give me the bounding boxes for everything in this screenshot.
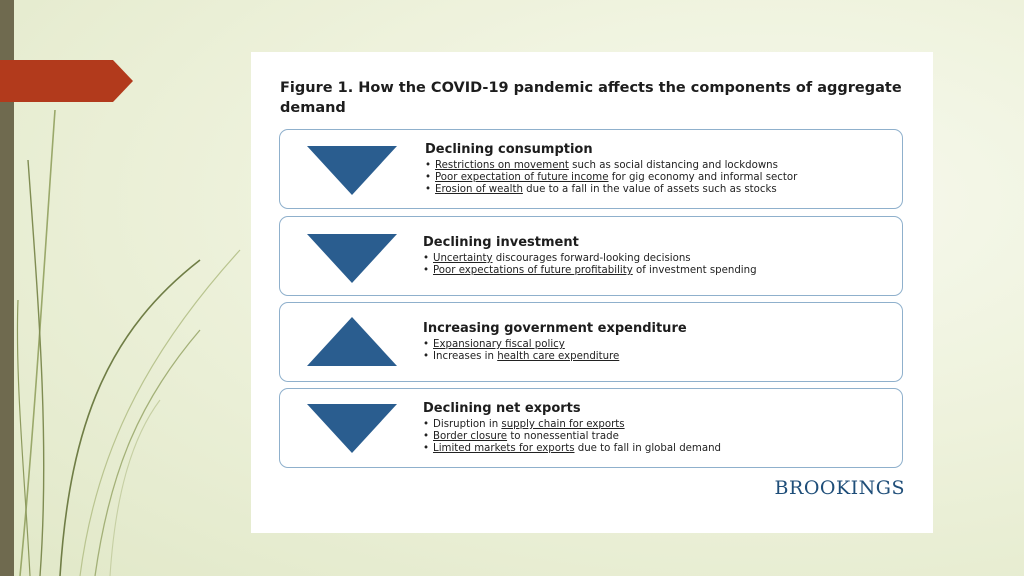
- slide-marker-arrow: [0, 60, 133, 102]
- bullet-item: • Uncertainty discourages forward-looking decisions: [423, 253, 691, 264]
- component-row-investment: [279, 216, 903, 296]
- component-row-government: [279, 302, 903, 382]
- figure-card: [251, 52, 933, 533]
- brookings-logo: BROOKINGS: [774, 477, 905, 499]
- bullet-item: • Increases in health care expenditure: [423, 351, 620, 362]
- bullet-item: • Poor expectation of future income for gig economy and informal sector: [425, 172, 798, 183]
- down-arrow-icon: [307, 404, 397, 453]
- up-arrow-icon: [307, 317, 397, 366]
- bullet-item: • Poor expectations of future profitability of investment spending: [423, 265, 757, 276]
- component-heading: Increasing government expenditure: [423, 321, 687, 336]
- bullet-item: • Erosion of wealth due to a fall in the value of assets such as stocks: [425, 184, 777, 195]
- component-heading: Declining net exports: [423, 401, 581, 416]
- down-arrow-icon: [307, 146, 397, 195]
- component-heading: Declining consumption: [425, 142, 593, 157]
- figure-title: Figure 1. How the COVID-19 pandemic affects the components of aggregate demand: [280, 80, 902, 116]
- bullet-item: • Disruption in supply chain for exports: [423, 419, 625, 430]
- down-arrow-icon: [307, 234, 397, 283]
- bullet-item: • Limited markets for exports due to fall in global demand: [423, 443, 722, 454]
- component-heading: Declining investment: [423, 235, 579, 250]
- component-row-consumption: [279, 129, 903, 209]
- bullet-item: • Restrictions on movement such as social distancing and lockdowns: [425, 160, 778, 171]
- bullet-item: • Expansionary fiscal policy: [423, 339, 565, 350]
- component-row-net-exports: [279, 388, 903, 468]
- bullet-item: • Border closure to nonessential trade: [423, 431, 619, 442]
